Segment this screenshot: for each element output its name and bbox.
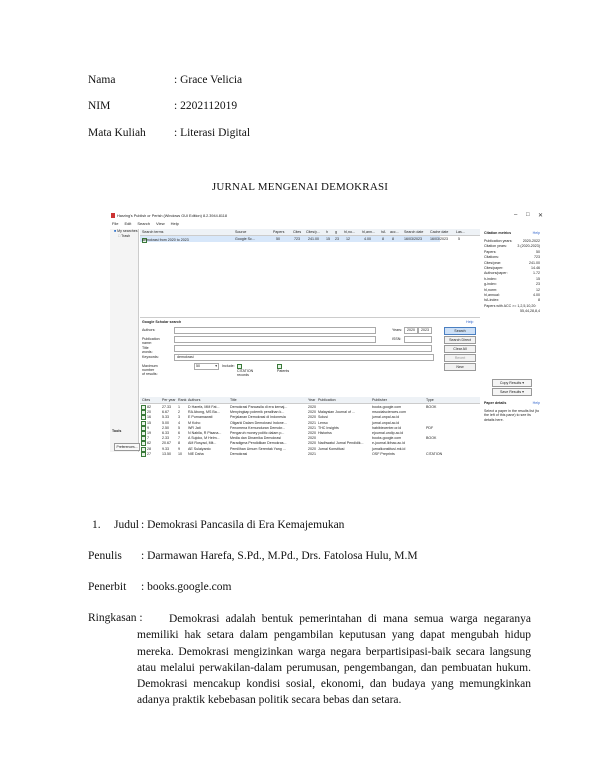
metrics-help-link[interactable]: Help <box>532 231 540 235</box>
result-cell: 10 <box>178 451 182 456</box>
result-cell: 28 <box>147 446 151 451</box>
result-cell: 27.33 <box>162 405 171 409</box>
app-logo-icon <box>111 213 115 218</box>
search-button[interactable]: Search <box>444 327 476 335</box>
paper-details-title: Paper details <box>484 401 507 405</box>
result-cell: 3 <box>178 415 180 420</box>
result-cell: jurnal.unpal.ac.id <box>372 415 400 420</box>
judul-value: : Demokrasi Pancasila di Era Kemajemukan <box>141 519 345 531</box>
results-header: Cites Per year Rank Authors Title Year Publication Publisher Type <box>140 397 480 404</box>
copy-results-button[interactable]: Copy Results ▾ <box>492 379 532 387</box>
metric-label: Citation years: <box>484 244 507 249</box>
menu-view[interactable]: View <box>156 221 165 226</box>
paper-details-help-link[interactable]: Help <box>532 401 540 405</box>
metric-label: Papers: <box>484 249 497 254</box>
result-cell: BOOK <box>426 405 437 409</box>
result-cell: jurnalkonstitusi.mk.id <box>372 446 406 451</box>
metric-value: 8 <box>538 298 540 303</box>
result-cell: 2.50 <box>162 425 169 430</box>
result-cell: Demokrasi <box>230 451 248 456</box>
col-last[interactable]: Las... <box>456 230 465 234</box>
metric-label: h-index: <box>484 276 497 281</box>
metric-value: 15 <box>536 276 540 281</box>
metric-label: Cites/year: <box>484 260 502 265</box>
result-cell: AM Rosyad, Mit... <box>188 441 217 446</box>
metric-label: g-index: <box>484 282 497 287</box>
menu-bar <box>112 221 184 227</box>
result-cell: 9.33 <box>162 446 169 451</box>
ringkasan-text: Demokrasi adalah bentuk pemerintahan di mana semua warga negaranya memiliki hak setara dalam pengambilan keputusan yang dapat mengubah hidup mereka. Demokrasi mengizinkan warga negara berpartisipasi-baik secara langsung atau melalui perwakilan-dalam perumusan, pengembangan, dan pembuatan hukum. Demokrasi mencakup kondisi sosial, ekonomi, dan budaya yang memungkinkan adanya praktik kebebasan politik secara bebas dan setara. <box>137 613 531 707</box>
results-table <box>140 397 480 456</box>
result-cell: msocialsciences.com <box>372 410 406 415</box>
result-cell: NIE Daha <box>188 451 204 456</box>
menu-file[interactable]: File <box>112 221 119 226</box>
result-cell: 6.67 <box>162 410 169 415</box>
result-cell: Pengaruh money politic dalam p... <box>230 431 285 435</box>
result-cell: 2.33 <box>162 436 169 441</box>
gs-title: Google Scholar search <box>142 320 182 324</box>
metric-label: Publication years: <box>484 239 513 243</box>
col-cites-year[interactable]: Cites/y... <box>306 230 320 234</box>
menu-help[interactable]: Help <box>170 221 179 226</box>
result-cell: Media dan Dinamika Demokrasi <box>230 436 281 441</box>
result-cell: books.google.com <box>372 405 402 409</box>
year-to-input[interactable]: 2023 <box>418 327 432 334</box>
google-scholar-search-panel: Google Scholar search Help Authors: Years: 2020 2023 Publication name: ISSN: Title words: Keywords: demokrasi Maximum number of results: 50 ▾ Include: CITATION records Patents Search Search Direct Clear All Revert New <box>140 317 480 396</box>
result-cell: 5 <box>178 425 180 430</box>
main-pane <box>140 229 480 456</box>
tools-label: Tools <box>112 429 122 433</box>
maximize-icon[interactable]: □ <box>526 212 530 218</box>
col-hi-norm[interactable]: hI,no... <box>344 230 355 234</box>
result-cell: 20.67 <box>162 441 171 446</box>
result-cell: 5.00 <box>162 420 169 425</box>
result-cell: 82 <box>147 405 151 409</box>
keywords-input[interactable]: demokrasi <box>174 354 434 361</box>
result-cell: 16 <box>147 415 151 420</box>
metrics-title: Citation metrics <box>484 231 512 235</box>
result-cell: 9 <box>178 446 180 451</box>
result-cell: 4 <box>178 420 180 425</box>
result-cell: 6 <box>178 431 180 435</box>
col-cites[interactable]: Cites <box>293 230 302 234</box>
metric-value: 12 <box>536 287 540 292</box>
result-cell: CITATION <box>426 451 443 456</box>
result-cell: 8 <box>178 441 180 446</box>
metric-label: hI,annual: <box>484 293 500 297</box>
menu-search[interactable]: Search <box>137 221 151 226</box>
result-cell: 62 <box>147 441 151 446</box>
search-list-header <box>140 229 480 236</box>
result-cell: e-journal.lkfnac.ac.id <box>372 441 405 446</box>
tree-item-my-searches[interactable]: ■ My searches <box>114 229 138 233</box>
nim-label: NIM <box>88 100 111 112</box>
metric-value: 3 (2020-2023) <box>517 244 540 249</box>
result-cell: M Koho <box>188 420 201 425</box>
window-title: Harzing's Publish or Perish (Windows GUI Edition) 8.2.3944.8118 <box>117 214 227 218</box>
result-cell: 1 <box>178 405 180 409</box>
metric-label: hA-index: <box>484 298 500 303</box>
col-search-date[interactable]: Search date <box>404 230 424 234</box>
result-cell: AE Sulaiyanto <box>188 446 211 451</box>
result-cell: E Purnamawati <box>188 415 213 420</box>
col-ha[interactable]: hA <box>381 230 386 234</box>
chevron-down-icon: ▾ <box>215 364 217 368</box>
metric-value: 50 <box>536 249 540 254</box>
name-value: : Grace Velicia <box>174 74 243 86</box>
penerbit-value: : books.google.com <box>141 581 232 593</box>
result-cell: 7 <box>178 436 180 441</box>
metric-label: hI,norm: <box>484 287 498 292</box>
menu-edit[interactable]: Edit <box>124 221 132 226</box>
result-cell: 2021 <box>308 451 316 456</box>
result-cell: WR Jati <box>188 425 201 430</box>
result-cell: ejournal.undip.ac.id <box>372 431 404 435</box>
metric-value: 1.72 <box>533 271 540 276</box>
folder-icon: ■ <box>114 229 117 233</box>
trash-icon: □ <box>118 234 121 238</box>
searches-sidebar <box>110 229 139 452</box>
judul-label: Judul <box>114 519 139 531</box>
max-results-select[interactable]: 50 ▾ <box>196 364 217 368</box>
result-cell: 2020 <box>308 441 316 446</box>
result-cell: 2020 <box>308 405 316 409</box>
result-cell: Solusi <box>318 415 328 420</box>
result-cell: 27 <box>147 451 151 456</box>
col-search-terms[interactable]: Search terms <box>142 230 164 234</box>
nim-value: : 2202112019 <box>174 100 238 112</box>
col-cache-date[interactable]: Cache date <box>430 230 449 234</box>
result-cell: 13.50 <box>162 451 171 456</box>
result-cell: A Sujoko, M Helm... <box>188 436 220 441</box>
result-cell: 2021 <box>308 425 316 430</box>
checkbox-icon[interactable] <box>141 452 146 457</box>
metric-value: 4.00 <box>533 293 540 297</box>
result-cell: 15 <box>147 420 151 425</box>
result-cell: PDF <box>426 425 434 430</box>
result-cell: 2020 <box>308 431 316 435</box>
result-cell: Jurnal Konstitusi <box>318 446 345 451</box>
course-label: Mata Kuliah <box>88 127 146 139</box>
metric-value: 723 <box>534 255 540 260</box>
col-h[interactable]: h <box>326 230 328 234</box>
metrics-panel <box>482 229 544 452</box>
new-button[interactable]: New <box>444 363 476 371</box>
penulis-label: Penulis <box>88 550 122 562</box>
result-cell: 5.33 <box>162 415 169 420</box>
col-source[interactable]: Source <box>235 230 247 234</box>
metric-value: 14.46 <box>531 266 540 270</box>
app-screenshot <box>110 212 546 456</box>
close-icon[interactable]: ✕ <box>538 213 544 219</box>
metric-label: Citations: <box>484 255 499 260</box>
metric-label: Cites/paper: <box>484 266 504 270</box>
clear-all-button[interactable]: Clear All <box>444 345 476 353</box>
result-cell: habibiecenter.or.id <box>372 425 402 430</box>
result-cell: 2 <box>178 410 180 415</box>
ringkasan-label: Ringkasan : <box>88 612 143 624</box>
result-cell: jurnal.unpal.ac.id <box>372 420 400 425</box>
result-cell: 2020 <box>308 436 316 441</box>
metric-value: 23 <box>536 282 540 287</box>
result-cell: D Harefa, MM Fat... <box>188 405 220 409</box>
metric-label: Papers with ACC >= 1,2,5,10,20: <box>484 303 537 308</box>
result-cell: Paradigma Pendidikan Demokras... <box>230 441 287 446</box>
page-title: JURNAL MENGENAI DEMOKRASI <box>211 181 389 193</box>
result-cell: Historiss <box>318 431 332 435</box>
minimize-icon[interactable]: – <box>514 212 518 218</box>
result-cell: THC Insights <box>318 425 339 430</box>
result-cell: N Nabila, R Pisana... <box>188 431 222 435</box>
window-titlebar <box>110 212 546 221</box>
result-cell: 6.33 <box>162 431 169 435</box>
metric-value: 55,44,28,8,4 <box>520 309 540 314</box>
tree-item-trash[interactable]: □ Trash <box>118 234 131 238</box>
metric-label: Authors/paper: <box>484 271 508 276</box>
result-cell: 2021 <box>308 420 316 425</box>
year-from-input[interactable]: 2020 <box>404 327 418 334</box>
publication-input[interactable] <box>174 336 376 343</box>
result-cell: 2020 <box>308 415 316 420</box>
result-cell: Oligarki Dalam Demokrasi Indone... <box>230 420 287 425</box>
result-cell: 19 <box>147 431 151 435</box>
result-cell: 20 <box>147 410 151 415</box>
result-cell: 2020 <box>308 446 316 451</box>
name-label: Nama <box>88 74 116 86</box>
result-cell: BOOK <box>426 436 437 441</box>
result-row[interactable] <box>140 451 470 457</box>
col-acc[interactable]: acc... <box>390 230 399 234</box>
result-cell: 9 <box>147 425 149 430</box>
result-cell: Malaysian Journal of ... <box>318 410 355 415</box>
result-cell: books.google.com <box>372 436 402 441</box>
col-papers[interactable]: Papers <box>273 230 285 234</box>
gs-help-link[interactable]: Help <box>466 320 474 324</box>
search-row[interactable]: demokrasi from 2020 to 2023 Google Sc... 50 723 241.00 15 23 12 4.00 8 8 16/03/2023 16/03/2023 5 <box>142 237 460 242</box>
penerbit-label: Penerbit <box>88 581 127 593</box>
result-cell: OSF Preprints <box>372 451 395 456</box>
result-cell: Lenso <box>318 420 328 425</box>
issn-input[interactable] <box>404 336 432 343</box>
result-cell: 2020 <box>308 410 316 415</box>
result-cell: Fenomena Kemunduran Demokr... <box>230 425 286 430</box>
course-value: : Literasi Digital <box>174 127 251 139</box>
metric-value: 2020-2022 <box>522 239 540 243</box>
col-g[interactable]: g <box>335 230 337 234</box>
authors-input[interactable] <box>174 327 376 334</box>
search-direct-button[interactable]: Search Direct <box>444 336 476 344</box>
save-results-button[interactable]: Save Results ▾ <box>492 388 532 396</box>
result-cell: Nadhwatul Jurnal Pendidik... <box>318 441 364 446</box>
result-cell: Perjalanan Demokrasi di Indonesia <box>230 415 286 420</box>
result-cell: Pemilihan Umum Serentak Yang ... <box>230 446 286 451</box>
result-cell: Menyingkap polemik peralihan k... <box>230 410 285 415</box>
result-cell: RA Abong, MS Ba... <box>188 410 220 415</box>
col-hi-ann[interactable]: hI,ann... <box>362 230 375 234</box>
revert-button[interactable]: Revert <box>444 354 476 362</box>
paper-details-text: Select a paper in the results list (to the left of this pane) to see its details here. <box>484 409 540 422</box>
penulis-value: : Darmawan Harefa, S.Pd., M.Pd., Drs. Fatolosa Hulu, M.M <box>141 550 418 562</box>
result-cell: 7 <box>147 436 149 441</box>
preferences-button[interactable]: Preferences... <box>114 443 140 451</box>
item-number: 1. <box>92 519 101 531</box>
title-words-input[interactable] <box>174 345 432 352</box>
metric-value: 241.00 <box>529 260 540 265</box>
result-cell: Demokrasi Pancasila di era kemaj... <box>230 405 288 409</box>
